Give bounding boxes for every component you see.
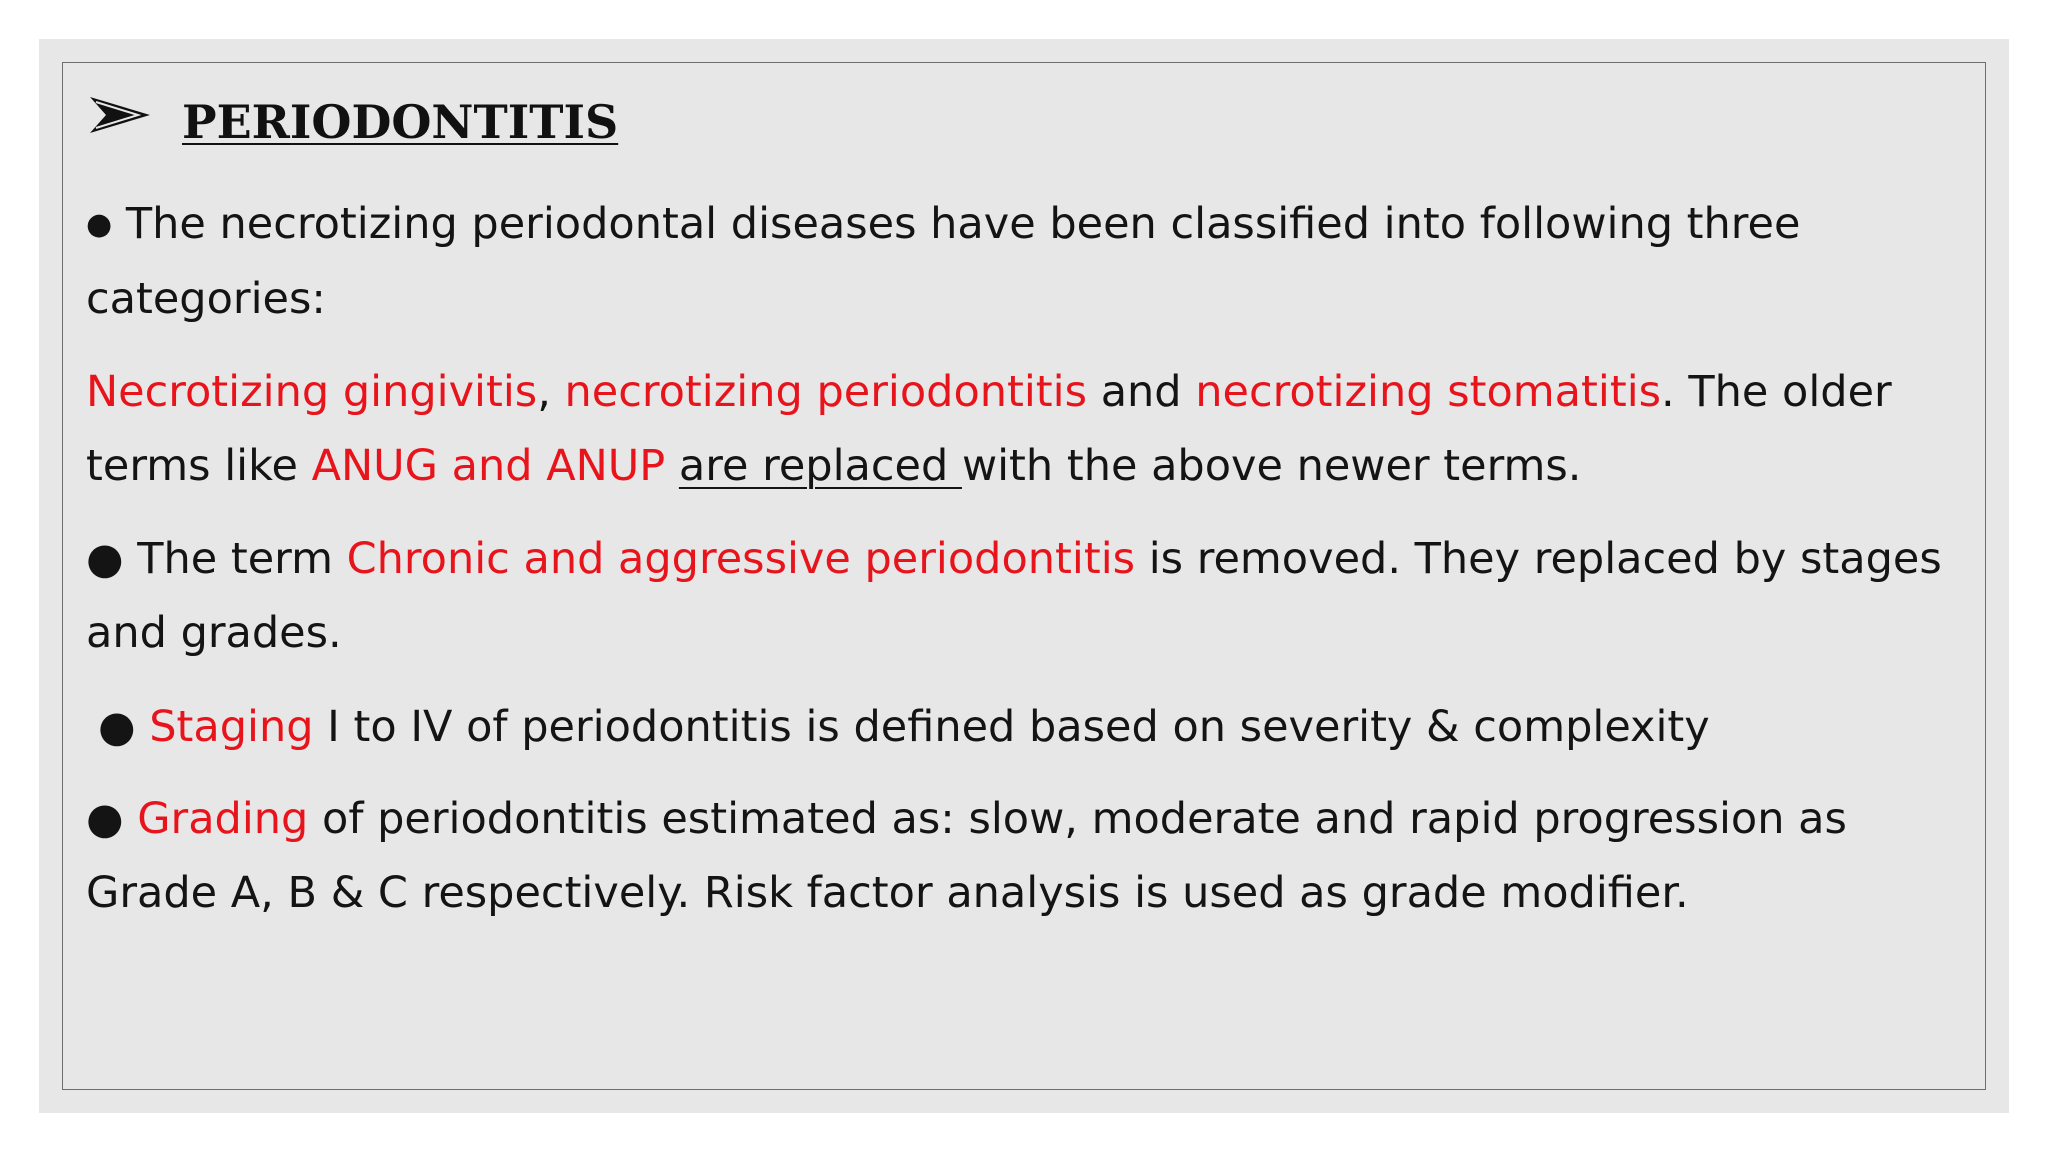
paragraph-term-removed (86, 522, 1966, 670)
paragraph-text: The term (137, 534, 347, 584)
paragraph-classification (86, 187, 1966, 336)
paragraph-grading (86, 782, 1966, 930)
paragraph-text: I to IV of periodontitis is defined based on severity & complexity (313, 702, 1710, 752)
slide-title: PERIODONTITIS (182, 95, 619, 149)
highlight-staging: Staging (149, 702, 314, 752)
paragraph-text: . The older terms like (86, 367, 1892, 491)
paragraph-text: is removed. They replaced by stages and grades. (86, 534, 1942, 658)
paragraph-text: of periodontitis estimated as: slow, moderate and rapid progression as Grade A, B & C respectively. Risk factor analysis is used as grade modifier. (86, 794, 1847, 918)
paragraph-text: The necrotizing periodontal diseases have been classified into following three categories: (86, 199, 1801, 324)
paragraph-text: with the above newer terms. (961, 441, 1582, 491)
title-row (88, 92, 618, 152)
separator-text (665, 441, 679, 491)
highlight-necrotizing-gingivitis: Necrotizing gingivitis (86, 367, 538, 417)
bullet-icon: ● (98, 702, 150, 752)
bullet-icon: ● (86, 534, 138, 584)
highlight-anug-anup: ANUG and ANUP (311, 441, 666, 491)
separator-text: , (537, 367, 565, 417)
paragraph-categories (86, 355, 1966, 503)
bullet-icon: ● (86, 794, 138, 844)
arrow-pointer-icon (88, 93, 152, 137)
separator-text: and (1087, 367, 1196, 417)
highlight-chronic-aggressive: Chronic and aggressive periodontitis (346, 534, 1136, 584)
highlight-necrotizing-stomatitis: necrotizing stomatitis (1195, 367, 1662, 417)
underlined-text: are replaced (678, 441, 962, 491)
paragraph-staging (98, 690, 1978, 764)
bullet-icon: ● (86, 207, 113, 242)
highlight-necrotizing-periodontitis: necrotizing periodontitis (564, 367, 1088, 417)
highlight-grading: Grading (137, 794, 309, 844)
